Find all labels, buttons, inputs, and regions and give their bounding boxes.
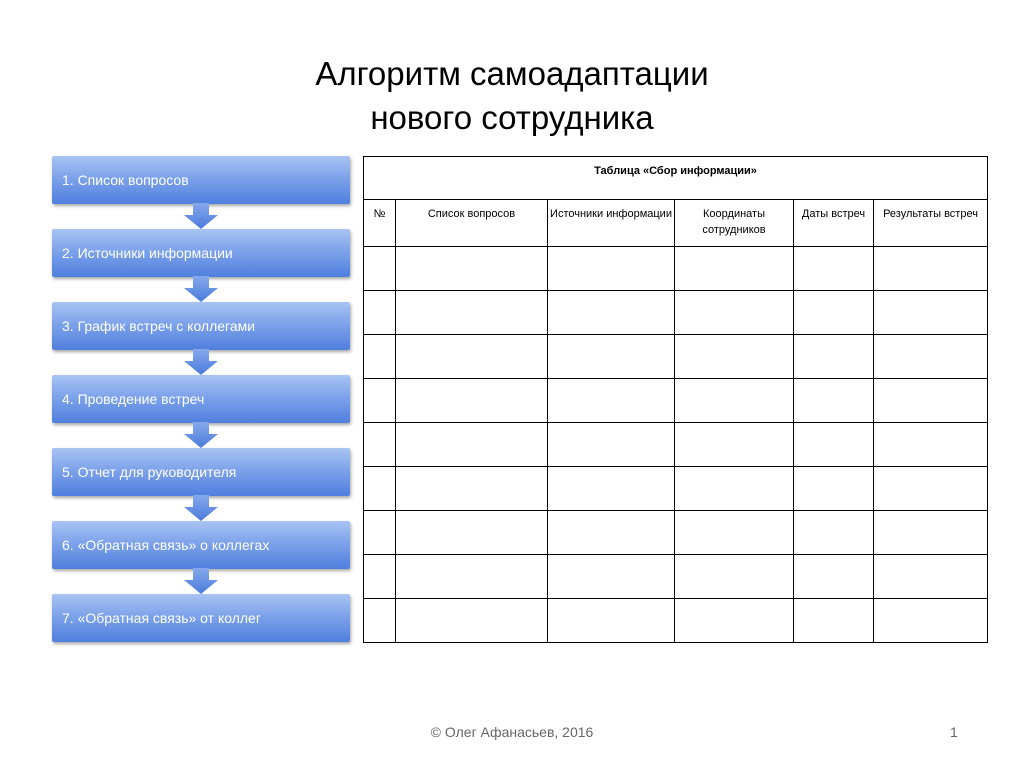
table-cell	[548, 467, 675, 511]
table-row	[364, 599, 988, 643]
table-cell	[548, 335, 675, 379]
down-arrow-icon	[184, 422, 218, 448]
table-cell	[396, 335, 548, 379]
table-cell	[675, 423, 794, 467]
table-row	[364, 335, 988, 379]
down-arrow-icon	[184, 349, 218, 375]
table-cell	[364, 599, 396, 643]
table-cell	[364, 423, 396, 467]
table-cell	[874, 467, 988, 511]
step-7-box: 7. «Обратная связь» от коллег	[52, 594, 350, 642]
table-cell	[548, 555, 675, 599]
table-cell	[364, 467, 396, 511]
table-cell	[675, 511, 794, 555]
table-cell	[794, 423, 874, 467]
table-caption: Таблица «Сбор информации»	[364, 157, 988, 200]
table-cell	[794, 511, 874, 555]
step-2-box: 2. Источники информации	[52, 229, 350, 277]
table-row	[364, 291, 988, 335]
table-cell	[794, 599, 874, 643]
table-cell	[874, 511, 988, 555]
table-cell	[396, 555, 548, 599]
table-cell	[874, 247, 988, 291]
table-cell	[548, 423, 675, 467]
table-cell	[396, 379, 548, 423]
down-arrow-icon	[184, 276, 218, 302]
slide-title-line-2: нового сотрудника	[370, 99, 654, 136]
table-cell	[874, 291, 988, 335]
table-cell	[396, 599, 548, 643]
table-header-row	[364, 200, 988, 247]
slide-title	[0, 52, 1024, 140]
down-arrow-icon	[184, 203, 218, 229]
table-cell	[396, 247, 548, 291]
table-cell	[874, 555, 988, 599]
table-cell	[874, 423, 988, 467]
table-cell	[396, 511, 548, 555]
table-cell	[548, 511, 675, 555]
step-1-box: 1. Список вопросов	[52, 156, 350, 204]
table-cell	[794, 335, 874, 379]
table-cell	[364, 379, 396, 423]
table-cell	[364, 555, 396, 599]
table-cell	[675, 335, 794, 379]
table-cell	[794, 555, 874, 599]
table-cell	[548, 291, 675, 335]
slide-title-line-1: Алгоритм самоадаптации	[315, 55, 709, 92]
table-row	[364, 423, 988, 467]
table-body	[364, 247, 988, 643]
table-row	[364, 247, 988, 291]
column-header-sources: Источники информации	[548, 200, 675, 247]
table-cell	[548, 247, 675, 291]
page-number: 1	[950, 724, 958, 740]
table-cell	[675, 555, 794, 599]
table-cell	[364, 335, 396, 379]
table-cell	[364, 291, 396, 335]
table-row	[364, 511, 988, 555]
info-collection-table	[363, 156, 988, 643]
table-cell	[675, 291, 794, 335]
table-cell	[364, 247, 396, 291]
down-arrow-icon	[184, 568, 218, 594]
table-row	[364, 555, 988, 599]
step-4-box: 4. Проведение встреч	[52, 375, 350, 423]
step-6-box: 6. «Обратная связь» о коллегах	[52, 521, 350, 569]
step-3-box: 3. График встреч с коллегами	[52, 302, 350, 350]
footer-copyright: © Олег Афанасьев, 2016	[430, 724, 594, 740]
table-cell	[675, 247, 794, 291]
table-cell	[548, 379, 675, 423]
column-header-questions: Список вопросов	[396, 200, 548, 247]
table-cell	[675, 467, 794, 511]
column-header-number: №	[364, 200, 396, 247]
table-cell	[548, 599, 675, 643]
table-cell	[794, 379, 874, 423]
down-arrow-icon	[184, 495, 218, 521]
table-cell	[364, 511, 396, 555]
step-5-box: 5. Отчет для руководителя	[52, 448, 350, 496]
table-cell	[794, 291, 874, 335]
table-cell	[396, 423, 548, 467]
table-cell	[675, 599, 794, 643]
table-cell	[874, 379, 988, 423]
table-cell	[675, 379, 794, 423]
table-cell	[794, 467, 874, 511]
table-cell	[874, 335, 988, 379]
table-row	[364, 467, 988, 511]
table-cell	[794, 247, 874, 291]
table-cell	[874, 599, 988, 643]
table-row	[364, 379, 988, 423]
column-header-contacts: Координаты сотрудников	[675, 200, 794, 247]
column-header-results: Результаты встреч	[874, 200, 988, 247]
column-header-dates: Даты встреч	[794, 200, 874, 247]
table-cell	[396, 467, 548, 511]
table-cell	[396, 291, 548, 335]
